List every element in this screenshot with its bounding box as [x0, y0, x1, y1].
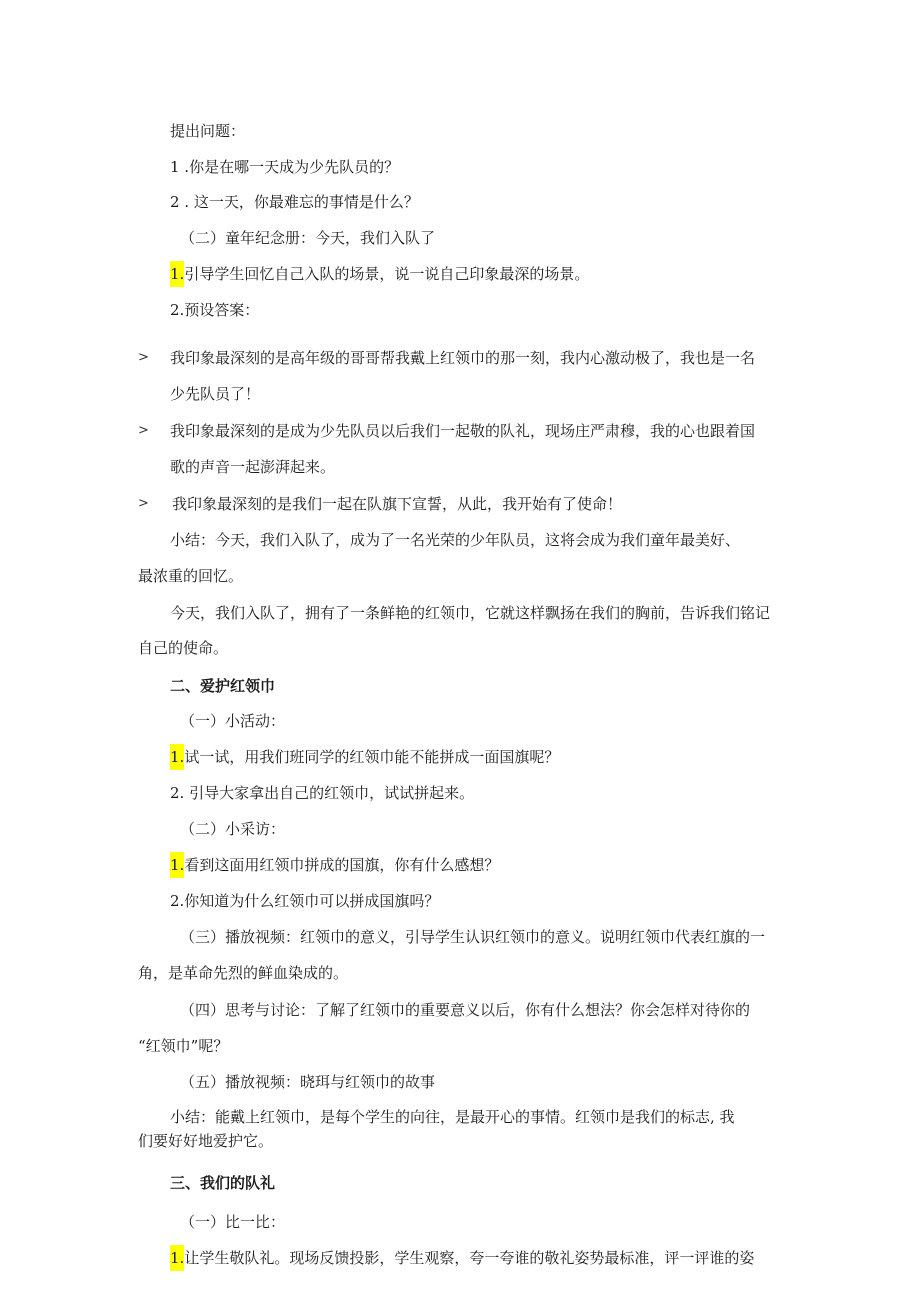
chevron-right-icon: > [138, 496, 149, 511]
section-heading: 二、爱护红领巾 [170, 677, 276, 695]
paragraph: 今天，我们入队了，拥有了一条鲜艳的红领巾，它就这样飘扬在我们的胸前，告诉我们铭记 [170, 604, 771, 622]
item-text: 试一试，用我们班同学的红领巾能不能拼成一面国旗呢？ [184, 748, 560, 766]
paragraph-cont: “红领巾”呢？ [138, 1037, 229, 1055]
highlighted-number: 1. [170, 261, 184, 287]
numbered-item [170, 261, 589, 287]
subheading: （二）童年纪念册：今天，我们入队了 [180, 229, 436, 247]
item-text: 让学生敬队礼。现场反馈投影，学生观察，夸一夸谁的敬礼姿势最标准，评一评谁的姿 [184, 1249, 755, 1267]
paragraph-cont: 自己的使命。 [138, 639, 229, 657]
numbered-item [170, 1245, 754, 1271]
numbered-item: 2. 引导大家拿出自己的红领巾，试试拼起来。 [170, 784, 475, 802]
subheading: （二）小采访： [180, 820, 286, 838]
highlighted-number: 1. [170, 744, 184, 770]
summary: 小结：今天，我们入队了，成为了一名光荣的少年队员，这将会成为我们童年最美好、 [170, 531, 741, 549]
paragraph: 2.预设答案： [170, 301, 260, 319]
subheading: （五）播放视频：晓珥与红领巾的故事 [180, 1073, 436, 1091]
question-item: 1 .你是在哪一天成为少先队员的？ [170, 158, 400, 176]
chevron-right-icon: > [138, 423, 149, 438]
numbered-item: 2.你知道为什么红领巾可以拼成国旗吗？ [170, 892, 440, 910]
summary-cont: 们要好好地爱护它。 [138, 1132, 274, 1150]
paragraph: （四）思考与讨论：了解了红领巾的重要意义以后，你有什么想法？你会怎样对待你的 [180, 1001, 751, 1019]
numbered-item [170, 852, 499, 878]
item-text: 引导学生回忆自己入队的场景，说一说自己印象最深的场景。 [184, 265, 590, 283]
chevron-right-icon: > [138, 350, 149, 365]
summary: 小结：能戴上红领巾，是每个学生的向往，是最开心的事情。红领巾是我们的标志, 我 [170, 1108, 735, 1126]
answer-item: 我印象最深刻的是高年级的哥哥帮我戴上红领巾的那一刻，我内心激动极了，我也是一名 [170, 349, 756, 367]
highlighted-number: 1. [170, 852, 184, 878]
answer-item: 我印象最深刻的是我们一起在队旗下宣誓，从此，我开始有了使命！ [172, 495, 623, 513]
paragraph: （三）播放视频：红领巾的意义，引导学生认识红领巾的意义。说明红领巾代表红旗的一 [180, 928, 766, 946]
paragraph: 提出问题： [170, 122, 246, 140]
subheading: （一）小活动： [180, 712, 286, 730]
highlighted-number: 1. [170, 1245, 184, 1271]
section-heading: 三、我们的队礼 [170, 1174, 276, 1192]
item-text: 看到这面用红领巾拼成的国旗，你有什么感想？ [184, 856, 500, 874]
subheading: （一）比一比： [180, 1213, 286, 1231]
numbered-item [170, 744, 559, 770]
answer-item-cont: 歌的声音一起澎湃起来。 [170, 458, 336, 476]
answer-item-cont: 少先队员了！ [170, 385, 261, 403]
paragraph-cont: 角，是革命先烈的鲜血染成的。 [138, 964, 349, 982]
question-item: 2 . 这一天，你最难忘的事情是什么？ [170, 193, 419, 211]
summary-cont: 最浓重的回忆。 [138, 567, 244, 585]
answer-item: 我印象最深刻的是成为少先队员以后我们一起敬的队礼，现场庄严肃穆，我的心也跟着国 [170, 422, 756, 440]
